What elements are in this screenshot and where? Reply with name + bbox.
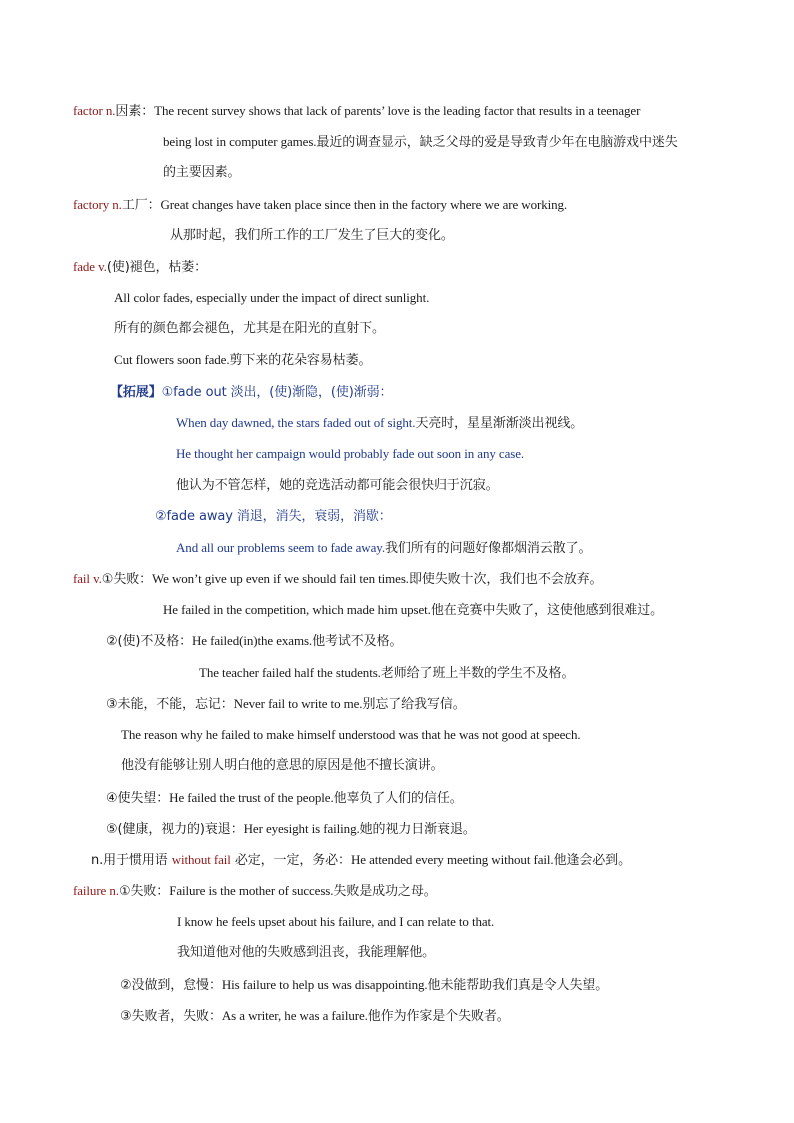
definition: 工厂： xyxy=(121,198,161,213)
headword-factory: factory n. xyxy=(73,197,122,212)
example-zh: 天亮时，星星渐渐淡出视线。 xyxy=(415,416,584,431)
idiom-meaning: 必定，一定，务必： xyxy=(230,853,351,868)
sense-label: n.用于惯用语 xyxy=(91,853,172,868)
example-en: When day dawned, the stars faded out of sight. xyxy=(176,415,416,430)
example-line xyxy=(199,664,574,683)
example-en: His failure to help us was disappointing. xyxy=(221,977,428,992)
example-en: Her eyesight is failing. xyxy=(243,821,360,836)
example-line xyxy=(163,133,678,152)
example-en: Failure is the mother of success. xyxy=(169,883,334,898)
example-line xyxy=(121,726,581,744)
example-en: Great changes have taken place since then in the factory where we are working. xyxy=(160,197,568,212)
example-en: He failed the trust of the people. xyxy=(169,790,334,805)
example-en: Never fail to write to me. xyxy=(233,696,363,711)
entry-fade xyxy=(73,258,207,277)
example-line xyxy=(163,601,663,620)
example-line xyxy=(170,227,454,245)
example-zh: 从那时起，我们所工作的工厂发生了巨大的变化。 xyxy=(170,228,454,243)
sense-label: ③失败者，失败： xyxy=(120,1009,222,1024)
example-line xyxy=(177,913,494,931)
example-zh: 别忘了给我写信。 xyxy=(362,697,466,712)
example-en: He thought her campaign would probably fade out soon in any case. xyxy=(176,446,525,461)
sense-line xyxy=(106,820,476,839)
entry-failure xyxy=(73,882,437,901)
extension-label: ②fade away 消退，消失，衰弱，消歇： xyxy=(155,509,392,524)
example-en: All color fades, especially under the impact of direct sunlight. xyxy=(114,290,430,305)
sense-line xyxy=(106,789,463,808)
example-line xyxy=(121,757,444,775)
example-en: He failed(in)the exams. xyxy=(192,633,313,648)
example-en: I know he feels upset about his failure, and I can relate to that. xyxy=(177,914,495,929)
entry-fail xyxy=(73,570,602,589)
example-en: The teacher failed half the students. xyxy=(199,665,381,680)
sense-label: ③未能，不能，忘记： xyxy=(106,697,234,712)
sense-label: ④使失望： xyxy=(106,791,170,806)
sense-line xyxy=(106,695,466,714)
headword-factor: factor n. xyxy=(73,103,116,118)
example-zh: 他考试不及格。 xyxy=(312,634,403,649)
extension-tag: 【拓展】 xyxy=(110,385,162,400)
example-zh: 他逢会必到。 xyxy=(553,853,631,868)
example-zh: 我们所有的问题好像都烟消云散了。 xyxy=(384,541,592,556)
headword-fail: fail v. xyxy=(73,571,102,586)
sense-label: ②没做到，怠慢： xyxy=(120,978,222,993)
example-zh: 最近的调查显示，缺乏父母的爱是导致青少年在电脑游戏中迷失 xyxy=(316,135,678,150)
example-en: being lost in computer games. xyxy=(163,134,317,149)
entry-factory xyxy=(73,196,567,215)
example-zh: 他辜负了人们的信任。 xyxy=(333,791,463,806)
headword-failure: failure n. xyxy=(73,883,119,898)
extension-line xyxy=(110,383,392,402)
example-line xyxy=(176,477,499,495)
headword-fade: fade v. xyxy=(73,259,107,274)
definition: 因素： xyxy=(115,104,155,119)
sense-line xyxy=(120,1007,510,1026)
example-zh: 他未能帮助我们真是令人失望。 xyxy=(427,978,609,993)
example-zh: 所有的颜色都会褪色，尤其是在阳光的直射下。 xyxy=(114,321,385,336)
extension-line xyxy=(155,508,392,526)
example-line xyxy=(163,164,240,182)
sense-label: ⑤(健康，视力的)衰退： xyxy=(106,822,244,837)
sense-line xyxy=(120,976,608,995)
sense-line xyxy=(106,632,402,651)
example-zh: 他没有能够让别人明白他的意思的原因是他不擅长演讲。 xyxy=(121,758,444,773)
example-line xyxy=(177,944,435,962)
example-zh: 老师给了班上半数的学生不及格。 xyxy=(380,666,575,681)
example-line xyxy=(114,320,385,338)
extension-label: ①fade out 淡出，(使)渐隐，(使)渐弱： xyxy=(161,385,393,400)
sense-label: ②(使)不及格： xyxy=(106,634,192,649)
sense-line xyxy=(91,851,631,870)
example-en: We won’t give up even if we should fail ten times. xyxy=(152,571,409,586)
idiom-phrase: without fail xyxy=(171,852,231,867)
example-line xyxy=(114,351,371,370)
example-en: He attended every meeting without fail. xyxy=(350,852,554,867)
example-zh: 她的视力日渐衰退。 xyxy=(359,822,476,837)
example-zh: 他在竞赛中失败了，这使他感到很难过。 xyxy=(430,603,664,618)
example-en: And all our problems seem to fade away. xyxy=(176,540,385,555)
sense-label: ①失败： xyxy=(118,884,170,899)
entry-factor xyxy=(73,102,640,121)
example-line xyxy=(176,539,591,558)
example-en: As a writer, he was a failure. xyxy=(221,1008,368,1023)
example-zh: 剪下来的花朵容易枯萎。 xyxy=(229,353,372,368)
example-line xyxy=(176,445,524,463)
example-zh: 的主要因素。 xyxy=(163,165,241,180)
example-line xyxy=(114,289,429,307)
example-en: Cut flowers soon fade. xyxy=(114,352,230,367)
definition: (使)褪色，枯萎： xyxy=(106,260,208,275)
example-zh: 他作为作家是个失败者。 xyxy=(367,1009,510,1024)
example-zh: 他认为不管怎样，她的竞选活动都可能会很快归于沉寂。 xyxy=(176,478,499,493)
example-line xyxy=(176,414,583,433)
example-zh: 我知道他对他的失败感到沮丧，我能理解他。 xyxy=(177,945,436,960)
example-en: The recent survey shows that lack of parents’ love is the leading factor that results in a teenager xyxy=(154,103,641,118)
example-zh: 失败是成功之母。 xyxy=(333,884,437,899)
example-en: He failed in the competition, which made him upset. xyxy=(163,602,431,617)
example-en: The reason why he failed to make himself understood was that he was not good at speech. xyxy=(121,727,581,742)
sense-label: ①失败： xyxy=(101,572,153,587)
example-zh: 即使失败十次，我们也不会放弃。 xyxy=(408,572,603,587)
